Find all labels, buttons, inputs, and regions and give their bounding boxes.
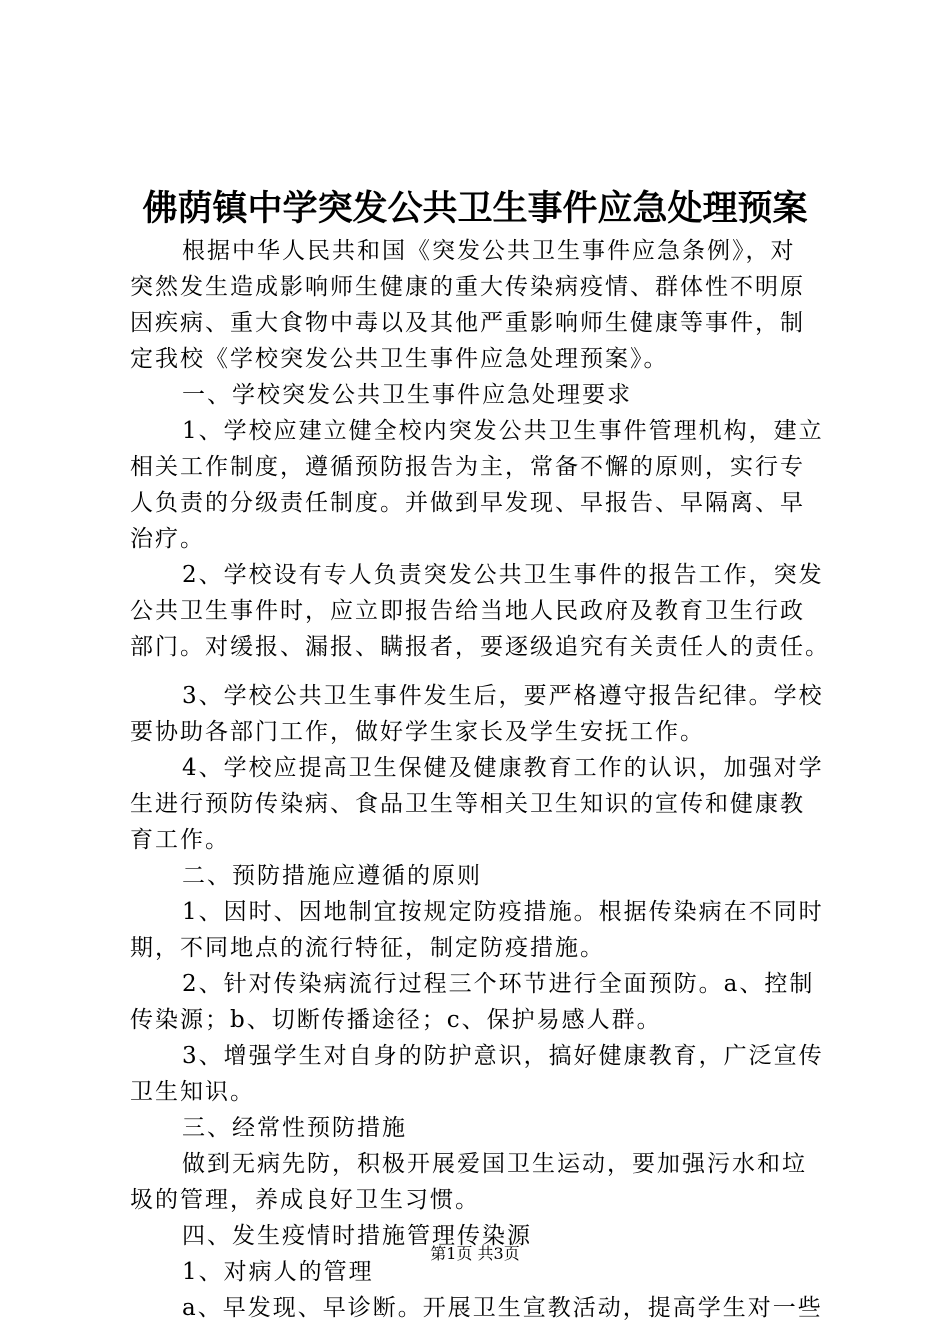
- text-line: 3、增强学生对自身的防护意识，搞好健康教育，广泛宣传: [182, 1043, 824, 1069]
- text-line: 4、学校应提高卫生保健及健康教育工作的认识，加强对学: [182, 755, 824, 781]
- text-line: 期，不同地点的流行特征，制定防疫措施。: [130, 935, 605, 961]
- text-line: 三、经常性预防措施: [182, 1115, 407, 1141]
- text-line: 卫生知识。: [130, 1079, 255, 1105]
- text-line: 3、学校公共卫生事件发生后，要严格遵守报告纪律。学校: [182, 683, 824, 709]
- text-line: 1、对病人的管理: [182, 1259, 374, 1285]
- text-line: 传染源；b、切断传播途径；c、保护易感人群。: [130, 1007, 662, 1033]
- text-line: 相关工作制度，遵循预防报告为主，常备不懈的原则，实行专: [130, 454, 805, 480]
- text-line: 1、因时、因地制宜按规定防疫措施。根据传染病在不同时: [182, 899, 824, 925]
- text-line: 四、发生疫情时措施管理传染源: [182, 1223, 532, 1249]
- text-line: a、早发现、早诊断。开展卫生宣教活动，提高学生对一些: [182, 1295, 823, 1321]
- paragraph-spacer: [130, 665, 842, 678]
- text-line: 公共卫生事件时，应立即报告给当地人民政府及教育卫生行政: [130, 598, 805, 624]
- text-line: 要协助各部门工作，做好学生家长及学生安抚工作。: [130, 719, 705, 745]
- page-number-footer: 第1页 共3页: [430, 1244, 520, 1263]
- text-line: 根据中华人民共和国《突发公共卫生事件应急条例》，对: [182, 238, 796, 264]
- text-line: 突然发生造成影响师生健康的重大传染病疫情、群体性不明原: [130, 274, 805, 300]
- text-line: 圾的管理，养成良好卫生习惯。: [130, 1187, 480, 1213]
- text-line: 二、预防措施应遵循的原则: [182, 863, 482, 889]
- text-line: 做到无病先防，积极开展爱国卫生运动，要加强污水和垃: [182, 1151, 807, 1177]
- text-line: 定我校《学校突发公共卫生事件应急处理预案》。: [130, 346, 669, 372]
- text-line: 2、学校设有专人负责突发公共卫生事件的报告工作，突发: [182, 562, 824, 588]
- document-body: [130, 233, 842, 1326]
- text-line: 育工作。: [130, 827, 230, 853]
- text-line: 部门。对缓报、漏报、瞒报者，要逐级追究有关责任人的责任。: [130, 634, 830, 660]
- text-line: 治疗。: [130, 526, 205, 552]
- document-title: 佛荫镇中学突发公共卫生事件应急处理预案: [142, 188, 808, 229]
- text-line: 1、学校应建立健全校内突发公共卫生事件管理机构，建立: [182, 418, 824, 444]
- text-line: 人负责的分级责任制度。并做到早发现、早报告、早隔离、早: [130, 490, 805, 516]
- text-line: 2、针对传染病流行过程三个环节进行全面预防。a、控制: [182, 971, 815, 997]
- text-line: 生进行预防传染病、食品卫生等相关卫生知识的宣传和健康教: [130, 791, 805, 817]
- text-line: 一、学校突发公共卫生事件应急处理要求: [182, 382, 632, 408]
- text-line: 因疾病、重大食物中毒以及其他严重影响师生健康等事件，制: [130, 310, 805, 336]
